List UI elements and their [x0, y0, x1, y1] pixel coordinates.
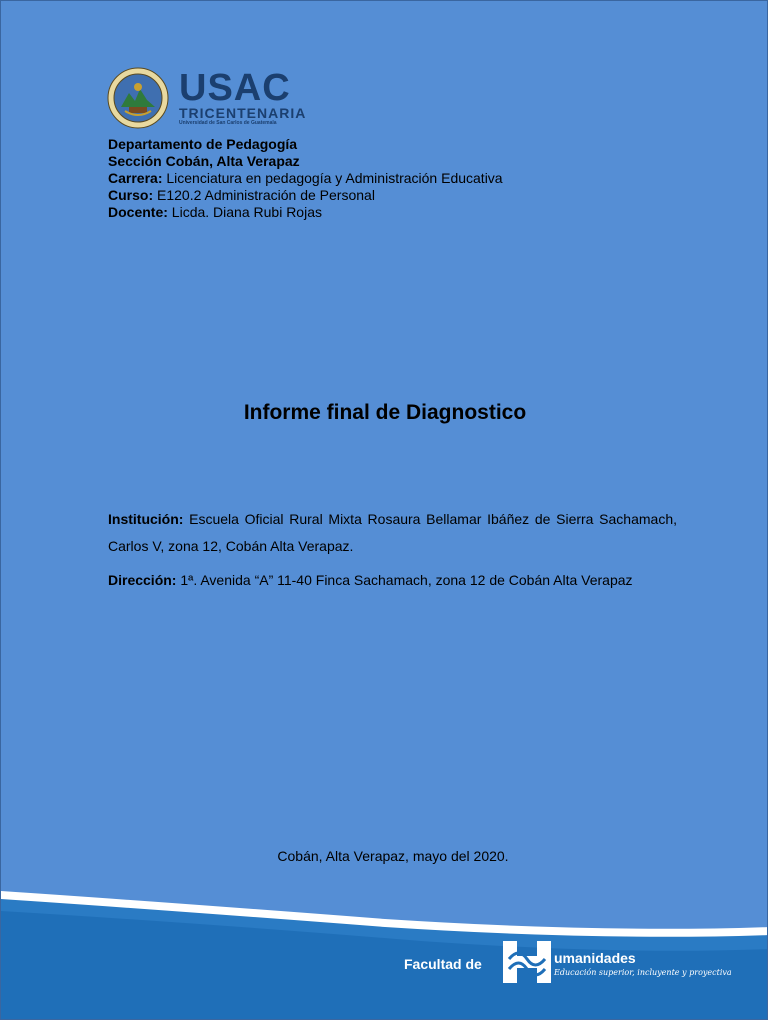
institution-value: Escuela Oficial Rural Mixta Rosaura Bellamar Ibáñez de Sierra Sachamach, Carlos V, zona 12, Cobán Alta Verapaz. [108, 511, 677, 554]
address-label: Dirección: [108, 572, 177, 588]
career-line [108, 170, 503, 187]
section-line: Sección Cobán, Alta Verapaz [108, 153, 300, 169]
institution-paragraph [108, 506, 677, 560]
facultad-de-label: Facultad de [404, 956, 482, 972]
university-subtitle: Universidad de San Carlos de Guatemala [179, 119, 277, 126]
umanidades-label: umanidades [554, 950, 636, 966]
usac-wordmark: USAC [179, 66, 291, 109]
footer-wave [1, 871, 768, 1020]
usac-logo [107, 65, 306, 131]
usac-seal-icon [107, 67, 169, 129]
teacher-value: Licda. Diana Rubi Rojas [167, 204, 322, 220]
report-title: Informe final de Diagnostico [243, 401, 527, 424]
tricentenaria-label: TRICENTENARIA [179, 104, 307, 121]
header-info [108, 136, 503, 221]
course-label: Curso: [108, 187, 154, 203]
place-and-date: Cobán, Alta Verapaz, mayo del 2020. [277, 848, 509, 864]
address-paragraph [108, 567, 677, 594]
humanidades-h-icon [501, 939, 553, 985]
institution-label: Institución: [108, 511, 184, 527]
department-line: Departamento de Pedagogía [108, 136, 298, 152]
course-line [108, 187, 503, 204]
course-value: E120.2 Administración de Personal [153, 187, 375, 203]
teacher-line [108, 204, 503, 221]
faculty-tagline: Educación superior, incluyente y proyectiva [554, 968, 732, 977]
career-label: Carrera: [108, 170, 163, 186]
teacher-label: Docente: [108, 204, 168, 220]
address-value: 1ª. Avenida “A” 11-40 Finca Sachamach, zona 12 de Cobán Alta Verapaz [176, 572, 633, 588]
career-value: Licenciatura en pedagogía y Administración Educativa [162, 170, 503, 186]
